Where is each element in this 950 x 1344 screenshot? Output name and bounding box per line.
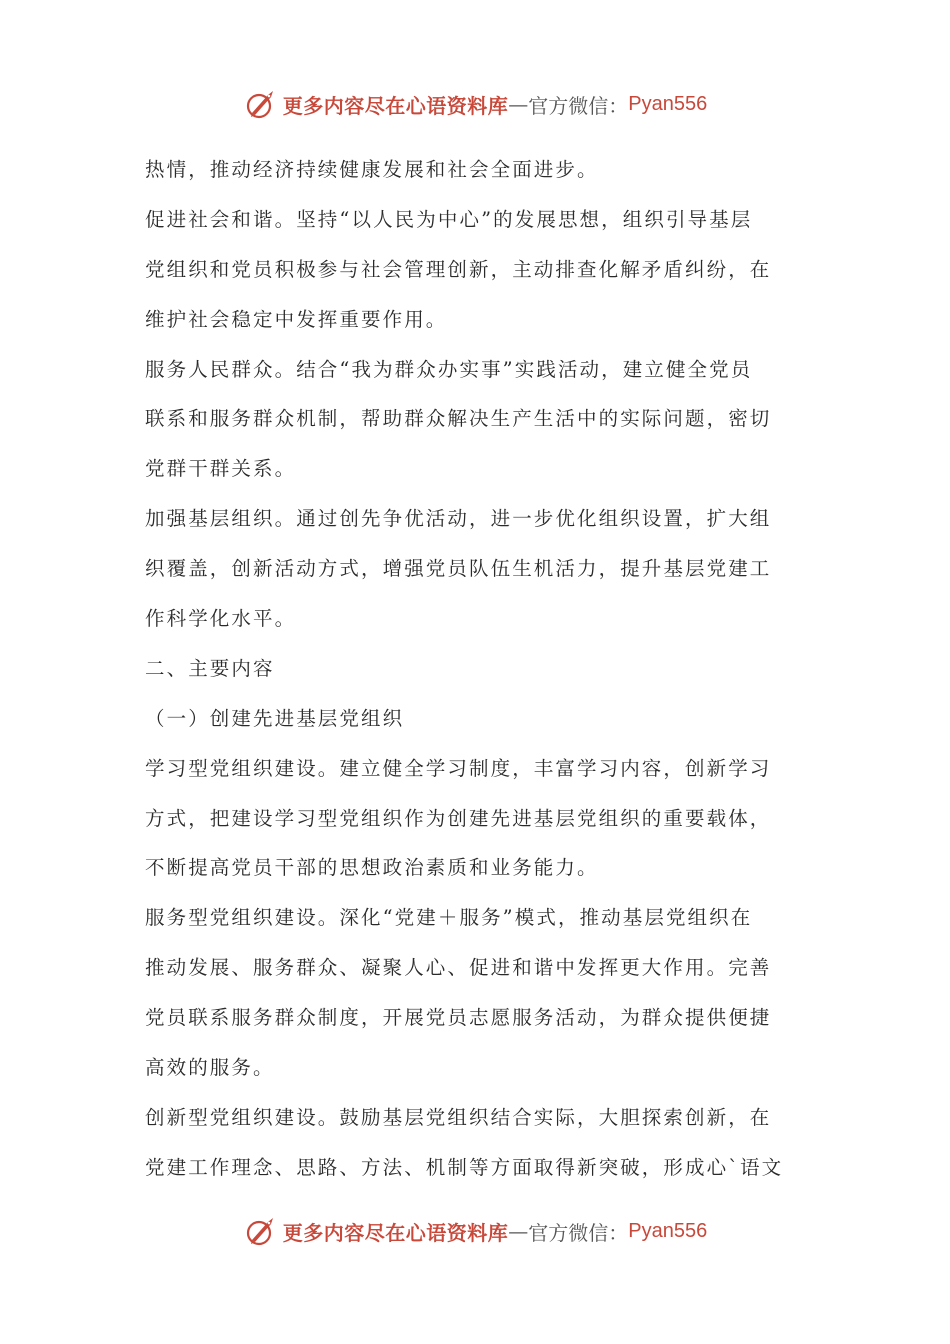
banner-label: 官方微信：: [528, 1220, 629, 1245]
text-line: 服务型党组织建设。深化“党建＋服务”模式，推动基层党组织在: [145, 906, 753, 930]
text-line: 维护社会稳定中发挥重要作用。: [145, 307, 448, 331]
text-line: 党建工作理念、思路、方法、机制等方面取得新突破，形成心`语文: [145, 1155, 784, 1179]
text-line: 织覆盖，创新活动方式，增强党员队伍生机活力，提升基层党建工: [145, 557, 772, 581]
text-line: 热情，推动经济持续健康发展和社会全面进步。: [145, 158, 599, 181]
text-line: 加强基层组织。通过创先争优活动，进一步优化组织设置，扩大组: [145, 507, 772, 531]
text-line: 创新型党组织建设。鼓励基层党组织结合实际，大胆探索创新，在: [145, 1105, 772, 1129]
pen-nib-logo-icon: [243, 86, 279, 122]
text-line: 促进社会和谐。坚持“以人民为中心”的发展思想，组织引导基层: [145, 207, 753, 231]
text-line: 学习型党组织建设。建立健全学习制度，丰富学习内容，创新学习: [145, 756, 772, 780]
text-line: 党员联系服务群众制度，开展党员志愿服务活动，为群众提供便捷: [145, 1006, 772, 1030]
banner-main-text: 更多内容尽在心语资料库: [282, 93, 509, 118]
header-watermark-banner: [0, 84, 950, 124]
pen-nib-logo-icon: [243, 1213, 279, 1249]
text-line: 不断提高党员干部的思想政治素质和业务能力。: [145, 856, 599, 880]
text-line: 推动发展、服务群众、凝聚人心、促进和谐中发挥更大作用。完善: [145, 956, 772, 980]
text-line: 服务人民群众。结合“我为群众办实事”实践活动，建立健全党员: [145, 357, 753, 381]
document-body: [145, 145, 810, 1193]
text-line: 方式，把建设学习型党组织作为创建先进基层党组织的重要载体，: [145, 806, 772, 830]
text-line: 党组织和党员积极参与社会管理创新，主动排查化解矛盾纠纷，在: [145, 257, 772, 281]
footer-watermark-banner: [0, 1211, 950, 1251]
text-line: 联系和服务群众机制，帮助群众解决生产生活中的实际问题，密切: [145, 407, 772, 431]
banner-label: 官方微信：: [528, 93, 629, 118]
banner-dash: —: [508, 1219, 529, 1243]
banner-main-text: 更多内容尽在心语资料库: [282, 1220, 509, 1245]
text-line: 党群干群关系。: [145, 457, 297, 481]
subsection-heading: （一）创建先进基层党组织: [145, 706, 405, 730]
banner-account: Pyan556: [628, 1219, 708, 1242]
text-line: 作科学化水平。: [145, 607, 297, 631]
banner-account: Pyan556: [628, 92, 708, 115]
section-heading: 二、主要内容: [145, 656, 275, 680]
text-line: 高效的服务。: [145, 1056, 275, 1080]
banner-dash: —: [508, 92, 529, 116]
